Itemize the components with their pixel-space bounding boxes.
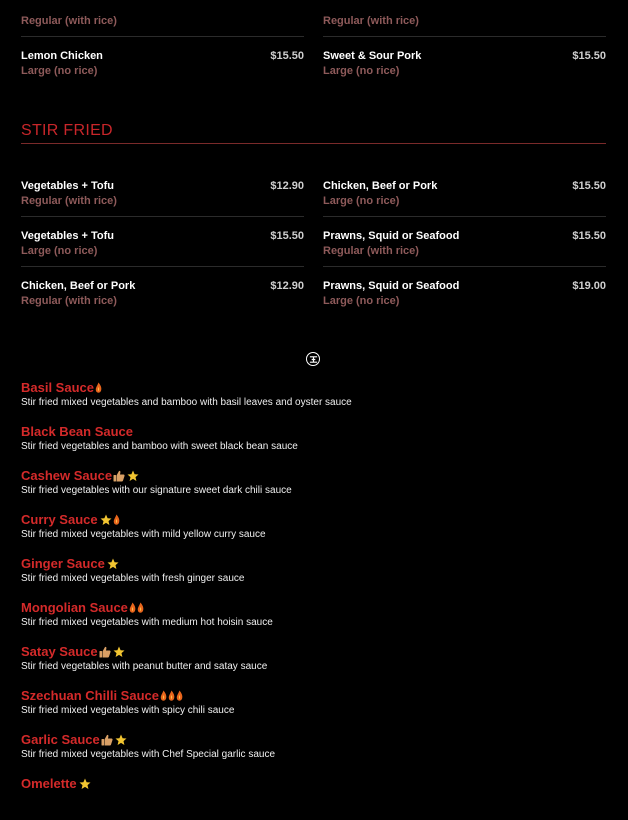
item-price: $15.50 <box>572 180 606 192</box>
menu-item <box>21 36 304 86</box>
menu-item <box>21 216 304 266</box>
menu-item <box>323 167 606 216</box>
item-size: Large (no rice) <box>21 65 98 77</box>
sauce-item <box>21 732 606 776</box>
item-size: Large (no rice) <box>21 245 98 257</box>
menu-item <box>323 216 606 266</box>
sauce-list <box>21 380 606 820</box>
menu-item <box>21 0 304 36</box>
star-icon <box>113 734 127 746</box>
star-icon <box>98 514 112 526</box>
sauce-description: Stir fried mixed vegetables with mild yellow curry sauce <box>21 529 266 540</box>
sauce-title <box>21 776 606 791</box>
star-icon <box>111 646 125 658</box>
sauce-description: Stir fried mixed vegetables and bamboo with basil leaves and oyster sauce <box>21 397 352 408</box>
sauce-item <box>21 776 606 820</box>
item-size: Regular (with rice) <box>323 245 419 257</box>
sauce-item <box>21 688 606 732</box>
sauce-description: Stir fried mixed vegetables with fresh ginger sauce <box>21 573 245 584</box>
sauce-item <box>21 512 606 556</box>
item-size: Regular (with rice) <box>323 15 419 27</box>
item-size: Regular (with rice) <box>21 195 117 207</box>
sauce-item <box>21 644 606 688</box>
sauce-item <box>21 600 606 644</box>
chili-icon <box>112 514 120 525</box>
sauce-name: Ginger Sauce <box>21 556 105 571</box>
chili-icon <box>136 602 144 613</box>
item-price: $15.50 <box>572 230 606 242</box>
sauce-title <box>21 380 606 395</box>
sauce-description: Stir fried mixed vegetables with spicy chili sauce <box>21 705 235 716</box>
item-size: Large (no rice) <box>323 65 400 77</box>
item-name: Chicken, Beef or Pork <box>323 180 438 192</box>
star-icon <box>105 558 119 570</box>
chili-icon <box>94 382 102 393</box>
item-price: $15.50 <box>270 50 304 62</box>
sauce-description: Stir fried vegetables with our signature sweet dark chili sauce <box>21 485 292 496</box>
item-price: $12.90 <box>270 180 304 192</box>
stir-fried-grid <box>21 167 606 316</box>
item-name: Vegetables + Tofu <box>21 230 115 242</box>
item-price: $15.50 <box>572 50 606 62</box>
chili-icon <box>167 690 175 701</box>
sauce-name: Black Bean Sauce <box>21 424 134 439</box>
item-size: Large (no rice) <box>323 295 400 307</box>
chili-icon <box>175 690 183 701</box>
menu-item <box>21 266 304 316</box>
sauce-name: Cashew Sauce <box>21 468 113 483</box>
star-icon <box>125 470 139 482</box>
sauce-title <box>21 688 606 703</box>
item-name: Lemon Chicken <box>21 50 103 62</box>
menu-item <box>21 167 304 216</box>
menu-item <box>323 36 606 86</box>
sauce-item <box>21 424 606 468</box>
sauce-name: Basil Sauce <box>21 380 94 395</box>
sauce-name: Szechuan Chilli Sauce <box>21 688 159 703</box>
item-name: Prawns, Squid or Seafood <box>323 280 460 292</box>
menu-item <box>323 0 606 36</box>
sauce-name: Omelette <box>21 776 77 791</box>
sauce-description: Stir fried mixed vegetables with medium hot hoisin sauce <box>21 617 273 628</box>
thumbs-up-icon <box>98 646 111 658</box>
sauce-title <box>21 644 606 659</box>
sauce-name: Curry Sauce <box>21 512 98 527</box>
item-size: Regular (with rice) <box>21 15 117 27</box>
item-name: Chicken, Beef or Pork <box>21 280 136 292</box>
sauce-description: Stir fried mixed vegetables with Chef Special garlic sauce <box>21 749 276 760</box>
sauce-title <box>21 468 606 483</box>
item-name: Sweet & Sour Pork <box>323 50 422 62</box>
top-items-grid <box>21 0 606 86</box>
sauce-title <box>21 512 606 527</box>
item-price: $12.90 <box>270 280 304 292</box>
sauce-title <box>21 556 606 571</box>
item-price: $19.00 <box>572 280 606 292</box>
sauce-description: Stir fried vegetables and bamboo with sweet black bean sauce <box>21 441 298 452</box>
restaurant-logo-icon <box>306 352 320 366</box>
sauce-name: Mongolian Sauce <box>21 600 128 615</box>
sauce-title <box>21 732 606 747</box>
sauce-title <box>21 600 606 615</box>
chili-icon <box>128 602 136 613</box>
item-size: Regular (with rice) <box>21 295 117 307</box>
sauce-name: Satay Sauce <box>21 644 98 659</box>
item-name: Vegetables + Tofu <box>21 180 115 192</box>
item-size: Large (no rice) <box>323 195 400 207</box>
sauce-description: Stir fried vegetables with peanut butter and satay sauce <box>21 661 268 672</box>
chili-icon <box>159 690 167 701</box>
star-icon <box>77 778 91 790</box>
sauce-item <box>21 556 606 600</box>
sauce-item <box>21 380 606 424</box>
item-price: $15.50 <box>270 230 304 242</box>
thumbs-up-icon <box>112 470 125 482</box>
sauce-name: Garlic Sauce <box>21 732 100 747</box>
section-title-stir-fried: STIR FRIED <box>21 122 606 144</box>
sauce-item <box>21 468 606 512</box>
item-name: Prawns, Squid or Seafood <box>323 230 460 242</box>
sauce-title <box>21 424 606 439</box>
menu-item <box>323 266 606 316</box>
thumbs-up-icon <box>100 734 113 746</box>
